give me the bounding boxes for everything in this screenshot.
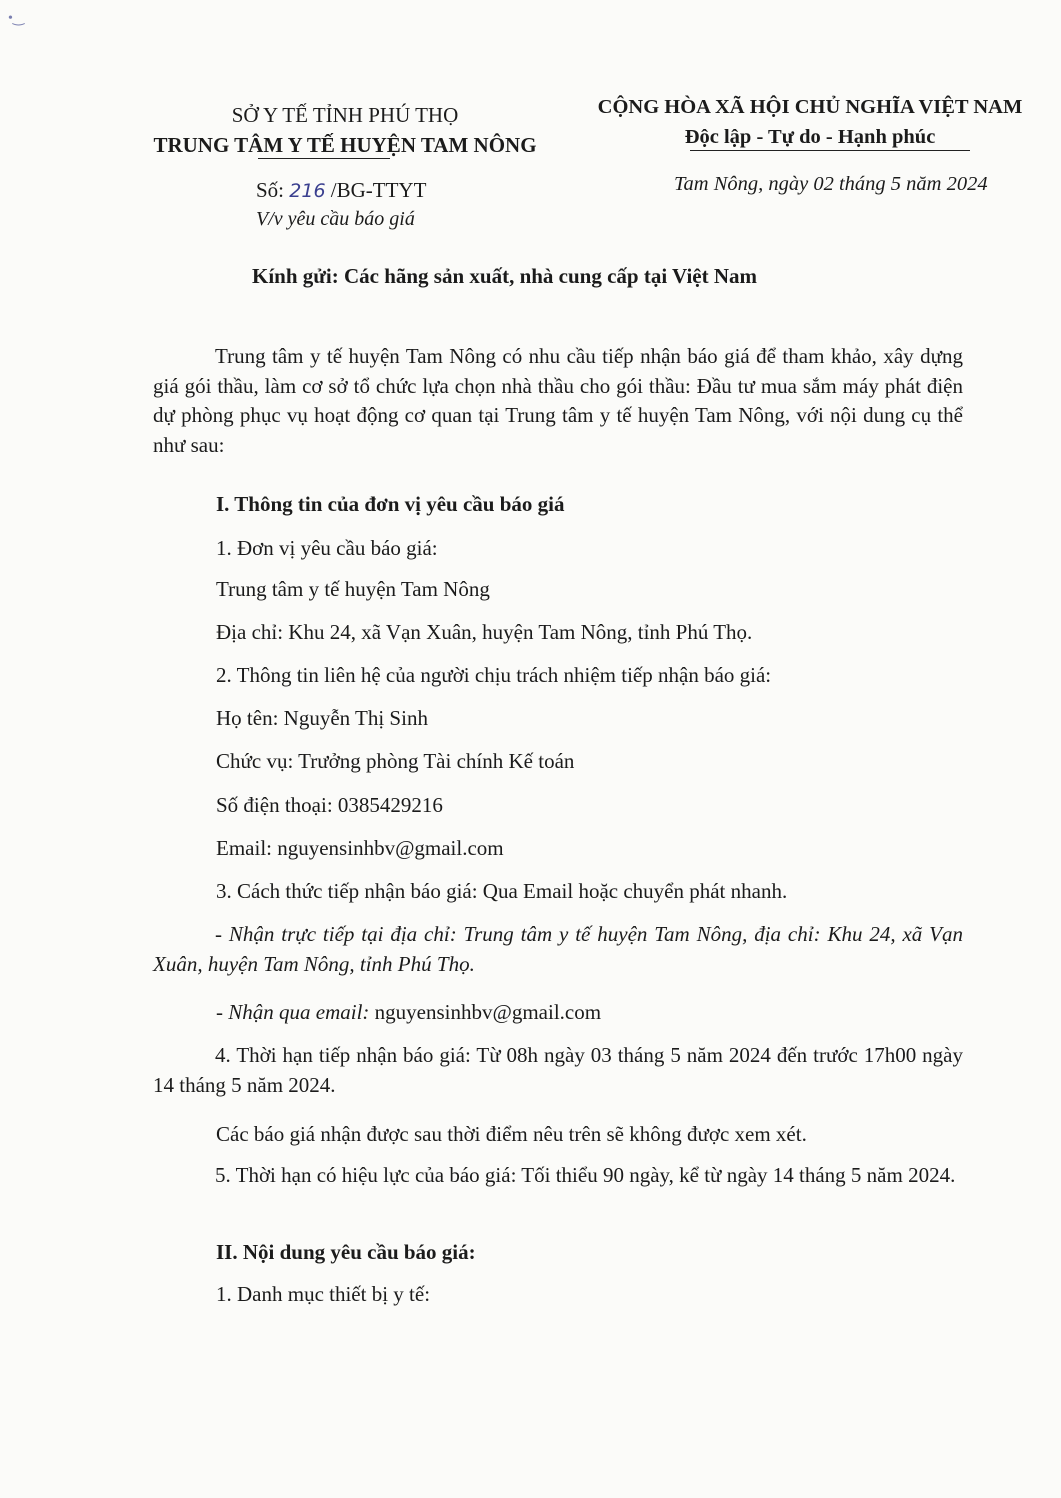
doc-number-handwritten: 216 [289,180,326,202]
email-receipt-value: nguyensinhbv@gmail.com [374,1000,602,1024]
scan-mark: •‿ [8,11,25,26]
national-title: CỘNG HÒA XÃ HỘI CHỦ NGHĨA VIỆT NAM [597,96,1023,118]
item-1-label: 1. Đơn vị yêu cầu báo giá: [216,536,438,560]
issuing-agency [120,100,570,160]
section-1-heading: I. Thông tin của đơn vị yêu cầu báo giá [216,492,565,516]
item-3-label: 3. Cách thức tiếp nhận báo giá: Qua Email hoặc chuyển phát nhanh. [216,879,788,903]
recipient: Kính gửi: Các hãng sản xuất, nhà cung cấp tại Việt Nam [252,264,758,288]
email-receipt-label: - Nhận qua email: [216,1000,370,1024]
national-header [580,92,1040,152]
intro-paragraph: Trung tâm y tế huyện Tam Nông có nhu cầu tiếp nhận báo giá để tham khảo, xây dựng giá gói thầu, làm cơ sở tổ chức lựa chọn nhà thầu cho gói thầu: Đầu tư mua sắm máy phát điện dự phòng phục vụ hoạt động cơ quan tại Trung tâm y tế huyện Tam Nông, với nội dung cụ thể như sau: [153,344,963,457]
direct-receipt: - Nhận trực tiếp tại địa chỉ: Trung tâm y tế huyện Tam Nông, địa chỉ: Khu 24, xã Vạn Xuân, huyện Tam Nông, tỉnh Phú Thọ. [153,922,963,976]
document-number [256,176,426,206]
doc-number-prefix: Số: [256,178,285,202]
motto-underline [690,150,970,151]
contact-phone: Số điện thoại: 0385429216 [216,793,443,817]
national-motto: Độc lập - Tự do - Hạnh phúc [684,126,936,148]
doc-number-suffix: /BG-TTYT [330,178,427,202]
parent-agency: SỞ Y TẾ TỈNH PHÚ THỌ [231,103,459,127]
place-date: Tam Nông, ngày 02 tháng 5 năm 2024 [674,173,988,195]
agency-underline [258,158,390,159]
item-5-validity: 5. Thời hạn có hiệu lực của báo giá: Tối thiểu 90 ngày, kể từ ngày 14 tháng 5 năm 2024. [215,1163,956,1187]
section-2-heading: II. Nội dung yêu cầu báo giá: [216,1240,476,1264]
email-receipt [216,998,601,1027]
item-4-deadline: 4. Thời hạn tiếp nhận báo giá: Từ 08h ngày 03 tháng 5 năm 2024 đến trước 17h00 ngày 14 tháng 5 năm 2024. [153,1043,963,1097]
document-subject: V/v yêu cầu báo giá [256,208,415,230]
contact-email: Email: nguyensinhbv@gmail.com [216,836,504,860]
section-2-item-1: 1. Danh mục thiết bị y tế: [216,1282,431,1306]
unit-address: Địa chỉ: Khu 24, xã Vạn Xuân, huyện Tam Nông, tỉnh Phú Thọ. [216,620,753,644]
unit-name: Trung tâm y tế huyện Tam Nông [216,577,490,601]
contact-name: Họ tên: Nguyễn Thị Sinh [216,706,428,730]
agency-name: TRUNG TÂM Y TẾ HUYỆN TAM NÔNG [153,133,537,157]
late-note: Các báo giá nhận được sau thời điểm nêu trên sẽ không được xem xét. [216,1122,807,1146]
contact-position: Chức vụ: Trưởng phòng Tài chính Kế toán [216,749,575,773]
item-2-label: 2. Thông tin liên hệ của người chịu trách nhiệm tiếp nhận báo giá: [216,663,772,687]
